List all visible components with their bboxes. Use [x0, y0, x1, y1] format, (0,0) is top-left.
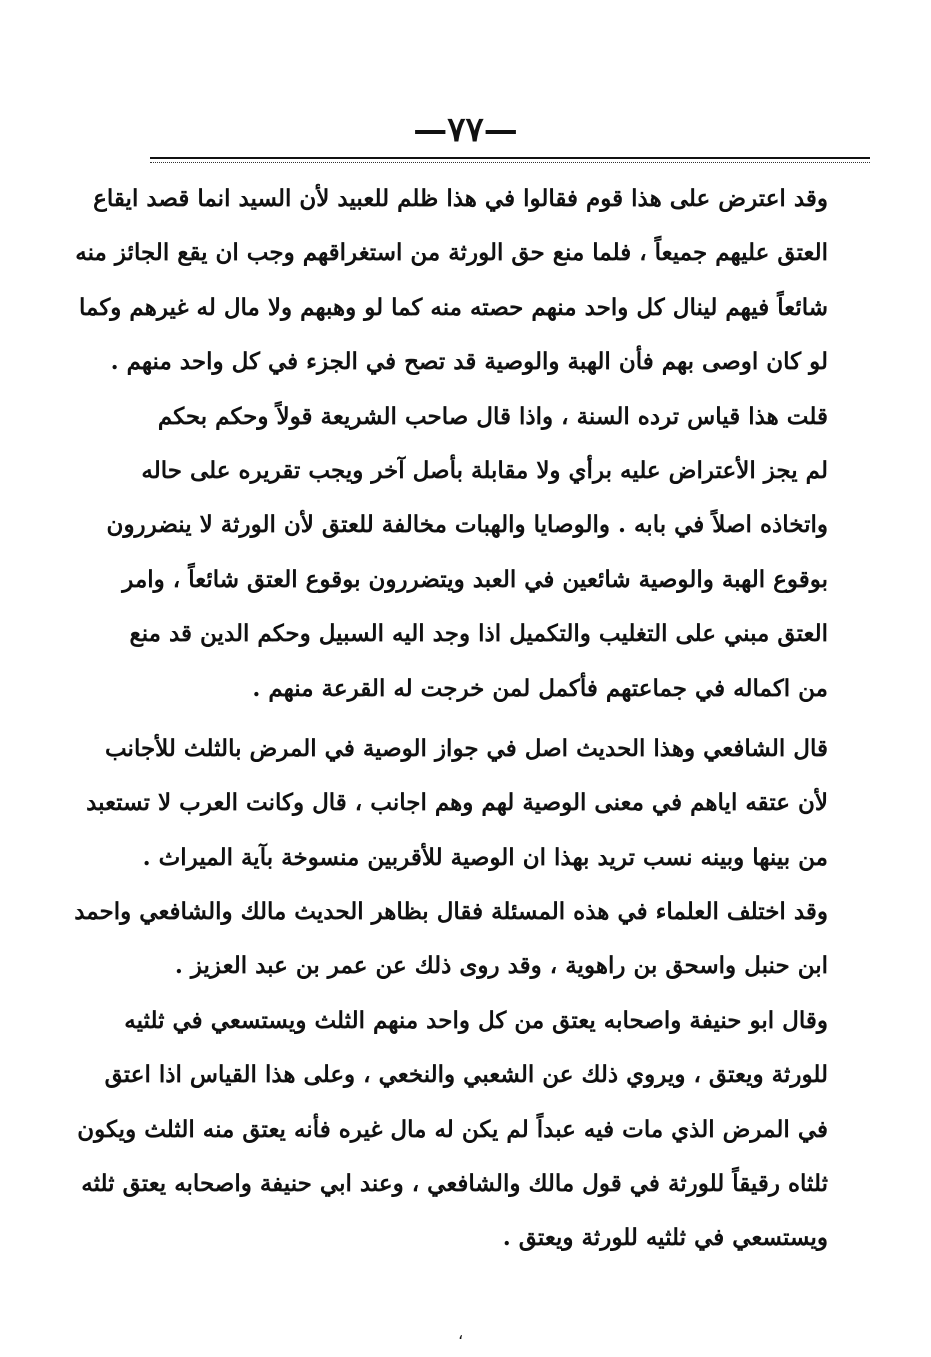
text-line: قلت هذا قياس ترده السنة ، واذا قال صاحب الشريعة قولاً وحكم بحكم	[157, 402, 828, 430]
page-number: —٧٧—	[413, 110, 518, 150]
text-line: ويستسعي في ثلثيه للورثة ويعتق .	[502, 1224, 828, 1252]
header-rule	[150, 157, 870, 163]
text-line: ابن حنبل واسحق بن راهوية ، وقد روى ذلك عن عمر بن عبد العزيز .	[174, 952, 828, 980]
text-line: العتق عليهم جميعاً ، فلما منع حق الورثة من استغراقهم وجب ان يقع الجائز منه	[75, 239, 828, 267]
text-line: وقد اختلف العلماء في هذه المسئلة فقال بظاهر الحديث مالك والشافعي واحمد	[74, 898, 828, 926]
text-line: للورثة ويعتق ، ويروي ذلك عن الشعبي والنخعي ، وعلى هذا القياس اذا اعتق	[104, 1061, 828, 1089]
body-text	[74, 172, 828, 1266]
text-line: بوقوع الهبة والوصية شائعين في العبد ويتضررون بوقوع العتق شائعاً ، وامر	[122, 565, 828, 593]
footer-mark: ،	[458, 1324, 464, 1343]
text-line: في المرض الذي مات فيه عبداً لم يكن له مال غيره فأنه يعتق منه الثلث ويكون	[77, 1115, 828, 1143]
text-line: لو كان اوصى بهم فأن الهبة والوصية قد تصح في الجزء في كل واحد منهم .	[110, 348, 828, 376]
text-line: واتخاذه اصلاً في بابه . والوصايا والهبات مخالفة للعتق لأن الورثة لا ينضررون	[106, 511, 828, 539]
text-line: العتق مبني على التغليب والتكميل اذا وجد اليه السبيل وحكم الدين قد منع	[129, 620, 828, 648]
text-line: قال الشافعي وهذا الحديث اصل في جواز الوصية في المرض بالثلث للأجانب	[104, 734, 828, 762]
text-line: من بينها وبينه نسب تريد بهذا ان الوصية للأقربين منسوخة بآية الميراث .	[142, 843, 828, 871]
text-line: وقال ابو حنيفة واصحابه يعتق من كل واحد منهم الثلث ويستسعي في ثلثيه	[124, 1006, 828, 1034]
text-line: وقد اعترض على هذا قوم فقالوا في هذا ظلم للعبيد لأن السيد انما قصد ايقاع	[93, 185, 828, 212]
text-line: لم يجز الأعتراض عليه برأي ولا مقابلة بأصل آخر ويجب تقريره على حاله	[141, 456, 828, 484]
text-line: شائعاً فيهم لينال كل واحد منهم حصته منه كما لو وهبهم ولا مال له غيرهم وكما	[79, 293, 828, 321]
text-line: لأن عتقه اياهم في معنى الوصية لهم وهم اجانب ، قال وكانت العرب لا تستعبد	[86, 789, 828, 817]
text-line: من اكماله في جماعتهم فأكمل لمن خرجت له القرعة منهم .	[252, 674, 828, 702]
text-line: ثلثاه رقيقاً للورثة في قول مالك والشافعي ، وعند ابي حنيفة واصحابه يعتق ثلثه	[81, 1170, 828, 1198]
